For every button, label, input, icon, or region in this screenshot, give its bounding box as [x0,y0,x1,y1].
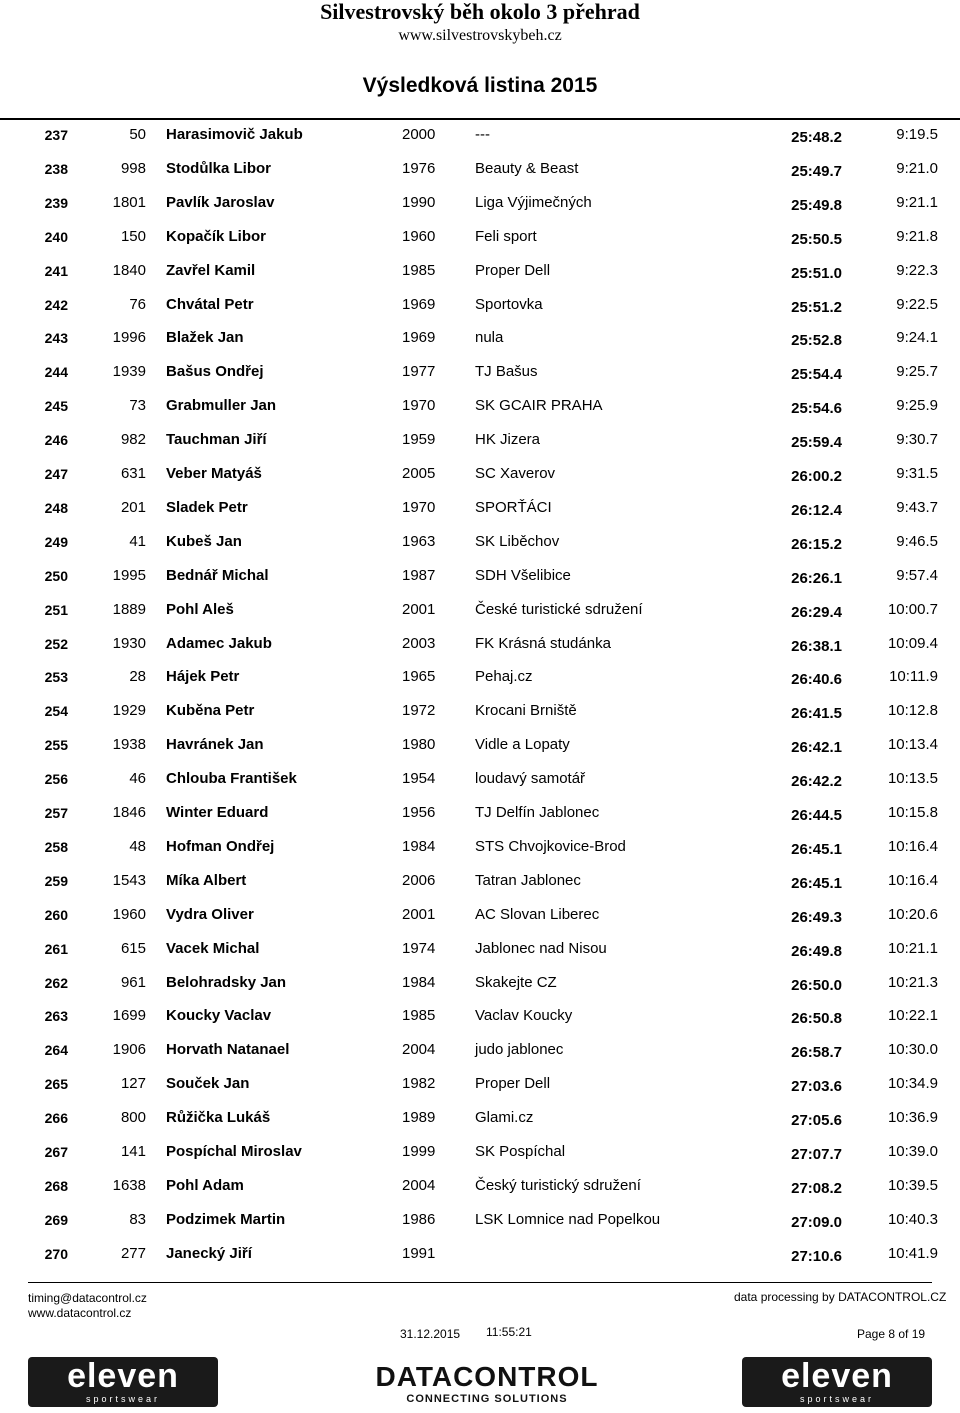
table-row [0,491,960,525]
name-cell: Míka Albert [166,871,247,889]
table-row [0,423,960,457]
club-cell: Feli sport [475,227,537,245]
time-cell: 25:59.4 [791,434,842,452]
bib-cell: 1801 [112,193,146,211]
place-cell: 245 [44,398,68,415]
time-cell: 26:41.5 [791,705,842,723]
eleven-logo-right: eleven sportswear [742,1357,932,1407]
table-row [0,457,960,491]
time-cell: 26:15.2 [791,535,842,553]
place-cell: 268 [44,1177,68,1194]
table-row [0,762,960,796]
pace-cell: 9:25.9 [896,397,938,415]
club-cell: Proper Dell [475,1075,551,1093]
pace-cell: 9:22.3 [896,261,938,279]
bib-cell: 41 [129,532,146,550]
footer-page-number: Page 8 of 19 [857,1327,926,1341]
place-cell: 237 [44,127,68,143]
club-cell: Vaclav Koucky [475,1007,573,1025]
table-row [0,796,960,830]
name-cell: Adamec Jakub [166,634,272,652]
table-row [0,321,960,355]
year-cell: 1990 [402,193,436,211]
time-cell: 26:45.1 [791,840,842,858]
bib-cell: 127 [120,1075,146,1093]
name-cell: Kopačík Libor [166,227,267,245]
club-cell: SDH Všelibice [475,566,571,584]
bib-cell: 28 [129,668,146,686]
time-cell: 27:10.6 [791,1247,842,1265]
pace-cell: 10:34.9 [887,1075,938,1093]
place-cell: 244 [44,364,68,381]
bib-cell: 1929 [112,702,146,720]
table-row [0,932,960,966]
place-cell: 240 [44,228,68,245]
event-url[interactable]: www.silvestrovskybeh.cz [398,27,562,44]
club-cell: judo jablonec [475,1041,564,1059]
pace-cell: 9:57.4 [896,566,938,584]
pace-cell: 10:15.8 [887,804,938,821]
pace-cell: 10:39.0 [887,1143,938,1160]
name-cell: Růžička Lukáš [166,1109,271,1127]
table-row [0,966,960,1000]
pace-cell: 10:30.0 [887,1041,938,1059]
table-row [0,1101,960,1135]
results-subtitle: Výsledková listina 2015 [362,74,598,97]
name-cell: Winter Eduard [166,804,269,821]
name-cell: Hájek Petr [166,668,240,686]
name-cell: Pohl Aleš [166,600,234,618]
name-cell: Chvátal Petr [166,295,254,313]
name-cell: Pavlík Jaroslav [166,193,275,211]
table-row [0,1135,960,1169]
year-cell: 1959 [402,431,436,449]
pace-cell: 10:41.9 [887,1244,938,1262]
year-cell: 1954 [402,770,436,788]
bib-cell: 1638 [112,1176,146,1194]
pace-cell: 9:22.5 [896,295,938,313]
place-cell: 256 [44,771,68,788]
club-cell: Proper Dell [475,261,551,279]
time-cell: 25:48.2 [791,129,842,146]
bib-cell: 1960 [112,905,146,923]
pace-cell: 9:24.1 [896,329,938,347]
place-cell: 243 [44,330,68,347]
year-cell: 2000 [402,126,436,143]
name-cell: Harasimovič Jakub [166,126,303,143]
time-cell: 26:00.2 [791,468,842,485]
year-cell: 1980 [402,736,436,754]
pace-cell: 10:00.7 [887,600,938,618]
year-cell: 1974 [402,939,436,957]
year-cell: 1977 [402,363,436,381]
bib-cell: 50 [129,126,146,143]
place-cell: 238 [44,160,68,177]
pace-cell: 9:21.8 [896,227,938,245]
place-cell: 249 [44,533,68,550]
name-cell: Havránek Jan [166,736,264,754]
table-row [0,999,960,1033]
name-cell: Pospíchal Miroslav [166,1143,302,1160]
year-cell: 2006 [402,871,436,889]
club-cell: FK Krásná studánka [475,634,611,652]
year-cell: 1984 [402,837,436,855]
time-cell: 25:52.8 [791,332,842,350]
name-cell: Kuběna Petr [166,702,255,720]
bib-cell: 1699 [112,1007,146,1025]
bib-cell: 982 [120,431,146,449]
time-cell: 26:12.4 [791,501,842,519]
bib-cell: 1889 [112,600,146,618]
table-row [0,728,960,762]
pace-cell: 9:25.7 [896,363,938,381]
time-cell: 27:09.0 [791,1213,842,1231]
table-row [0,118,960,152]
time-cell: 26:45.1 [791,874,842,892]
table-row [0,1067,960,1101]
pace-cell: 9:21.0 [896,159,938,177]
place-cell: 247 [44,466,68,482]
table-row [0,559,960,593]
pace-cell: 10:36.9 [887,1109,938,1127]
year-cell: 2003 [402,634,436,652]
table-row [0,220,960,254]
name-cell: Bednář Michal [166,566,269,584]
pace-cell: 9:21.1 [896,193,938,211]
table-row [0,660,960,694]
bib-cell: 615 [120,939,146,957]
year-cell: 1960 [402,227,436,245]
pace-cell: 10:12.8 [887,702,938,720]
table-row [0,355,960,389]
place-cell: 253 [44,669,68,686]
eleven-logo-left: eleven sportswear [28,1357,218,1407]
year-cell: 2004 [402,1041,436,1059]
name-cell: Bašus Ondřej [166,363,264,381]
club-cell: České turistické sdružení [475,600,643,618]
bib-cell: 277 [120,1244,146,1262]
time-cell: 26:42.2 [791,773,842,791]
club-cell: Liga Výjimečných [475,193,592,211]
club-cell: --- [475,126,490,143]
club-cell: Krocani Brniště [475,702,577,720]
bib-cell: 76 [129,295,146,313]
place-cell: 266 [44,1110,68,1127]
club-cell: SK Pospíchal [475,1143,566,1160]
bib-cell: 1996 [112,329,146,347]
name-cell: Blažek Jan [166,329,244,347]
pace-cell: 10:13.4 [887,736,938,754]
year-cell: 1999 [402,1143,436,1160]
time-cell: 25:54.4 [791,366,842,384]
pace-cell: 10:21.1 [887,939,938,957]
time-cell: 25:49.8 [791,196,842,214]
bib-cell: 998 [120,159,146,177]
place-cell: 270 [44,1245,68,1262]
club-cell: LSK Lomnice nad Popelkou [475,1210,661,1228]
year-cell: 1984 [402,973,436,991]
time-cell: 26:49.8 [791,942,842,960]
place-cell: 239 [44,194,68,211]
bib-cell: 150 [120,227,146,245]
place-cell: 252 [44,635,68,652]
pace-cell: 9:46.5 [896,532,938,550]
table-row [0,1203,960,1237]
bib-cell: 631 [120,465,146,482]
name-cell: Janecký Jiří [166,1244,252,1262]
table-row [0,864,960,898]
place-cell: 262 [44,974,68,991]
place-cell: 250 [44,567,68,584]
table-row [0,152,960,186]
name-cell: Stodůlka Libor [166,159,271,177]
place-cell: 254 [44,703,68,720]
place-cell: 265 [44,1076,68,1093]
table-row [0,525,960,559]
place-cell: 267 [44,1144,68,1160]
bib-cell: 1543 [112,871,146,889]
time-cell: 26:26.1 [791,569,842,587]
time-cell: 26:44.5 [791,807,842,824]
bib-cell: 1939 [112,363,146,381]
club-cell: loudavý samotář [475,770,586,788]
name-cell: Koucky Vaclav [166,1007,272,1025]
year-cell: 1991 [402,1244,436,1262]
place-cell: 242 [44,296,68,313]
name-cell: Belohradsky Jan [166,973,287,991]
time-cell: 26:42.1 [791,739,842,757]
name-cell: Sladek Petr [166,498,248,516]
bib-cell: 961 [120,973,146,991]
club-cell: Sportovka [475,295,543,313]
table-row [0,389,960,423]
bib-cell: 800 [120,1109,146,1127]
club-cell: STS Chvojkovice-Brod [475,837,626,855]
datacontrol-logo: DATACONTROL CONNECTING SOLUTIONS [375,1361,599,1405]
table-row [0,1033,960,1067]
club-cell: Vidle a Lopaty [475,736,570,754]
name-cell: Veber Matyáš [166,465,262,482]
club-cell: Jablonec nad Nisou [475,939,607,957]
time-cell: 25:49.7 [791,162,842,180]
year-cell: 2005 [402,465,436,482]
year-cell: 1970 [402,397,436,415]
table-row [0,898,960,932]
pace-cell: 10:40.3 [887,1210,938,1228]
place-cell: 246 [44,432,68,449]
bib-cell: 46 [129,770,146,788]
year-cell: 2001 [402,905,436,923]
year-cell: 1986 [402,1210,436,1228]
pace-cell: 10:16.4 [887,837,938,855]
bib-cell: 141 [120,1143,146,1160]
place-cell: 269 [44,1211,68,1228]
pace-cell: 10:39.5 [887,1176,938,1194]
pace-cell: 10:20.6 [887,905,938,923]
name-cell: Vydra Oliver [166,905,254,923]
club-cell: TJ Delfín Jablonec [475,804,600,821]
time-cell: 26:49.3 [791,908,842,926]
bib-cell: 73 [129,397,146,415]
time-cell: 26:58.7 [791,1044,842,1062]
year-cell: 1965 [402,668,436,686]
name-cell: Horvath Natanael [166,1041,290,1059]
club-cell: SK Liběchov [475,532,560,550]
name-cell: Chlouba František [166,770,297,788]
footer-processing: data processing by DATACONTROL.CZ [734,1290,947,1304]
place-cell: 261 [44,940,68,957]
bib-cell: 83 [129,1210,146,1228]
name-cell: Souček Jan [166,1075,250,1093]
name-cell: Tauchman Jiří [166,431,267,449]
name-cell: Vacek Michal [166,939,260,957]
time-cell: 27:08.2 [791,1179,842,1197]
time-cell: 26:38.1 [791,637,842,655]
name-cell: Grabmuller Jan [166,397,277,415]
year-cell: 1969 [402,295,436,313]
club-cell: Český turistický sdružení [475,1176,641,1194]
year-cell: 1985 [402,1007,436,1025]
pace-cell: 10:09.4 [887,634,938,652]
place-cell: 260 [44,906,68,923]
pace-cell: 10:21.3 [887,973,938,991]
place-cell: 259 [44,872,68,889]
place-cell: 251 [44,601,68,618]
table-row [0,254,960,288]
time-cell: 27:07.7 [791,1146,842,1163]
bib-cell: 1840 [112,261,146,279]
club-cell: Beauty & Beast [475,159,579,177]
name-cell: Pohl Adam [166,1176,244,1194]
club-cell: Skakejte CZ [475,973,557,991]
time-cell: 25:51.2 [791,298,842,316]
year-cell: 1972 [402,702,436,720]
year-cell: 1976 [402,159,436,177]
pace-cell: 9:19.5 [896,126,938,143]
place-cell: 263 [44,1008,68,1025]
time-cell: 25:51.0 [791,264,842,282]
time-cell: 26:40.6 [791,671,842,689]
year-cell: 1969 [402,329,436,347]
place-cell: 248 [44,499,68,516]
footer-rule [28,1282,932,1283]
year-cell: 1982 [402,1075,436,1093]
year-cell: 1987 [402,566,436,584]
year-cell: 1956 [402,804,436,821]
name-cell: Kubeš Jan [166,532,242,550]
club-cell: SK GCAIR PRAHA [475,397,603,415]
time-cell: 26:50.0 [791,976,842,994]
place-cell: 241 [44,262,68,279]
time-cell: 27:03.6 [791,1078,842,1096]
bib-cell: 1995 [112,566,146,584]
club-cell: HK Jizera [475,431,541,449]
footer-email[interactable]: timing@datacontrol.cz [28,1291,147,1305]
bib-cell: 1930 [112,634,146,652]
bib-cell: 1938 [112,736,146,754]
club-cell: Glami.cz [475,1109,534,1127]
footer-time: 11:55:21 [486,1325,532,1339]
table-row [0,288,960,322]
table-row [0,1237,960,1271]
pace-cell: 10:11.9 [889,668,938,686]
year-cell: 2001 [402,600,436,618]
pace-cell: 10:22.1 [887,1007,938,1025]
pace-cell: 9:30.7 [896,431,938,449]
pace-cell: 9:31.5 [896,465,938,482]
place-cell: 258 [44,838,68,855]
year-cell: 1963 [402,532,436,550]
table-row [0,593,960,627]
time-cell: 25:50.5 [791,230,842,248]
name-cell: Zavřel Kamil [166,261,256,279]
pace-cell: 10:16.4 [887,871,938,889]
time-cell: 26:29.4 [791,603,842,621]
club-cell: AC Slovan Liberec [475,905,600,923]
club-cell: SC Xaverov [475,465,556,482]
year-cell: 2004 [402,1176,436,1194]
club-cell: TJ Bašus [475,363,538,381]
pace-cell: 9:43.7 [896,498,938,516]
place-cell: 264 [44,1042,68,1059]
bib-cell: 48 [129,837,146,855]
year-cell: 1989 [402,1109,436,1127]
bib-cell: 1906 [112,1041,146,1059]
table-row [0,694,960,728]
table-row [0,1169,960,1203]
place-cell: 257 [44,805,68,821]
footer-date: 31.12.2015 [400,1327,461,1341]
place-cell: 255 [44,737,68,754]
time-cell: 27:05.6 [791,1112,842,1130]
pace-cell: 10:13.5 [887,770,938,788]
name-cell: Podzimek Martin [166,1210,286,1228]
club-cell: SPORŤÁCI [475,498,552,516]
name-cell: Hofman Ondřej [166,837,275,855]
event-title: Silvestrovský běh okolo 3 přehrad [320,0,640,24]
year-cell: 1970 [402,498,436,516]
year-cell: 1985 [402,261,436,279]
time-cell: 26:50.8 [791,1010,842,1028]
table-row [0,627,960,661]
club-cell: Tatran Jablonec [475,871,581,889]
club-cell: Pehaj.cz [475,668,533,686]
time-cell: 25:54.6 [791,400,842,418]
footer-website[interactable]: www.datacontrol.cz [28,1306,132,1320]
bib-cell: 201 [120,498,146,516]
club-cell: nula [475,329,504,347]
bib-cell: 1846 [112,804,146,821]
table-row [0,186,960,220]
table-row [0,830,960,864]
